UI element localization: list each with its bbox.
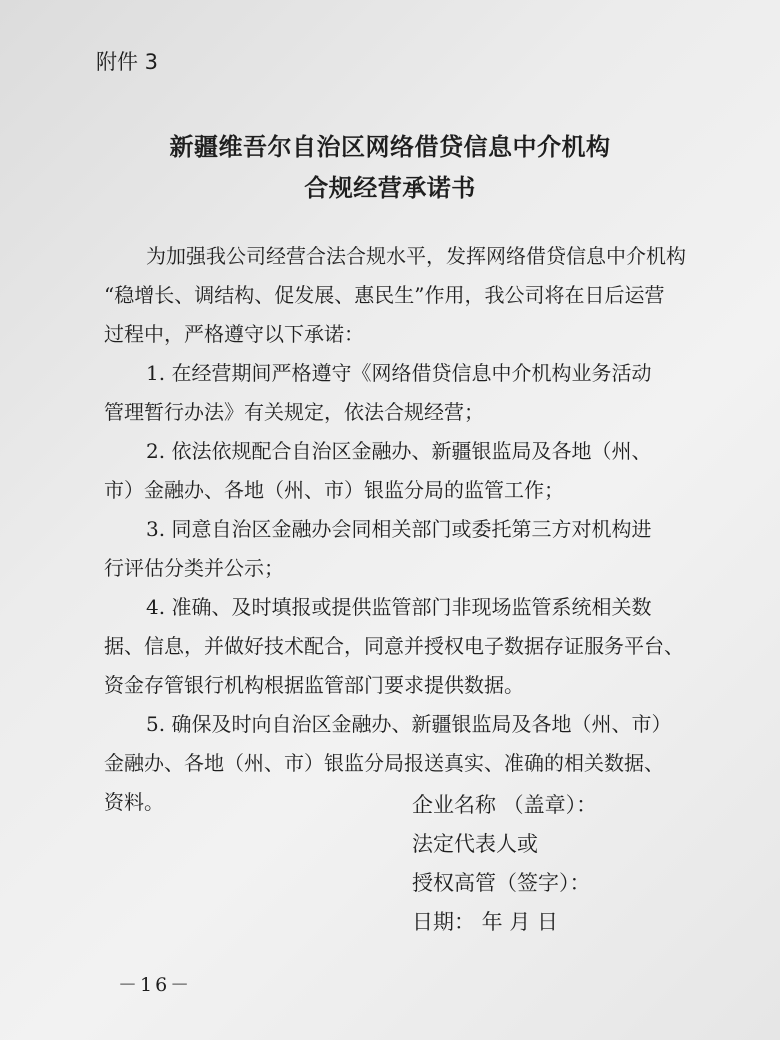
- item-line: 2. 依法依规配合自治区金融办、新疆银监局及各地（州、: [146, 439, 652, 463]
- item-line: 据、信息，并做好技术配合，同意并授权电子数据存证服务平台、: [104, 634, 684, 658]
- signature-block: [412, 786, 597, 942]
- authorized-executive-field: 授权高管（签字）：: [412, 871, 591, 895]
- item-line: 行评估分类并公示；: [104, 556, 284, 580]
- company-name-field: 企业名称 （盖章）：: [412, 793, 598, 817]
- item-line: 市）金融办、各地（州、市）银监分局的监管工作；: [104, 478, 564, 502]
- document-title-line1: 新疆维吾尔自治区网络借贷信息中介机构: [169, 133, 611, 161]
- item-line: 1. 在经营期间严格遵守《网络借贷信息中介机构业务活动: [146, 361, 652, 385]
- commitment-item-1: [104, 354, 744, 432]
- attachment-label: 附件 3: [96, 50, 159, 74]
- document-title-line2: 合规经营承诺书: [304, 174, 476, 202]
- item-line: 资金存管银行机构根据监管部门要求提供数据。: [104, 673, 524, 697]
- item-line: 3. 同意自治区金融办会同相关部门或委托第三方对机构进: [146, 517, 652, 541]
- page-number: －16－: [118, 974, 193, 996]
- item-line: 5. 确保及时向自治区金融办、新疆银监局及各地（州、市）: [146, 712, 672, 736]
- commitment-item-4: [104, 588, 744, 705]
- item-line: 4. 准确、及时填报或提供监管部门非现场监管系统相关数: [146, 595, 652, 619]
- item-line: 管理暂行办法》有关规定，依法合规经营；: [104, 400, 484, 424]
- intro-line: “稳增长、调结构、促发展、惠民生”作用，我公司将在日后运营: [104, 283, 665, 307]
- commitment-item-3: [104, 510, 744, 588]
- commitment-item-2: [104, 432, 744, 510]
- item-line: 金融办、各地（州、市）银监分局报送真实、准确的相关数据、: [104, 751, 664, 775]
- intro-line: 过程中，严格遵守以下承诺：: [104, 322, 364, 346]
- legal-representative-label: 法定代表人或: [412, 832, 538, 856]
- date-field: 日期： 年 月 日: [412, 910, 559, 934]
- item-line: 资料。: [104, 790, 164, 814]
- intro-paragraph: [104, 237, 744, 354]
- intro-line: 为加强我公司经营合法合规水平，发挥网络借贷信息中介机构: [146, 244, 686, 268]
